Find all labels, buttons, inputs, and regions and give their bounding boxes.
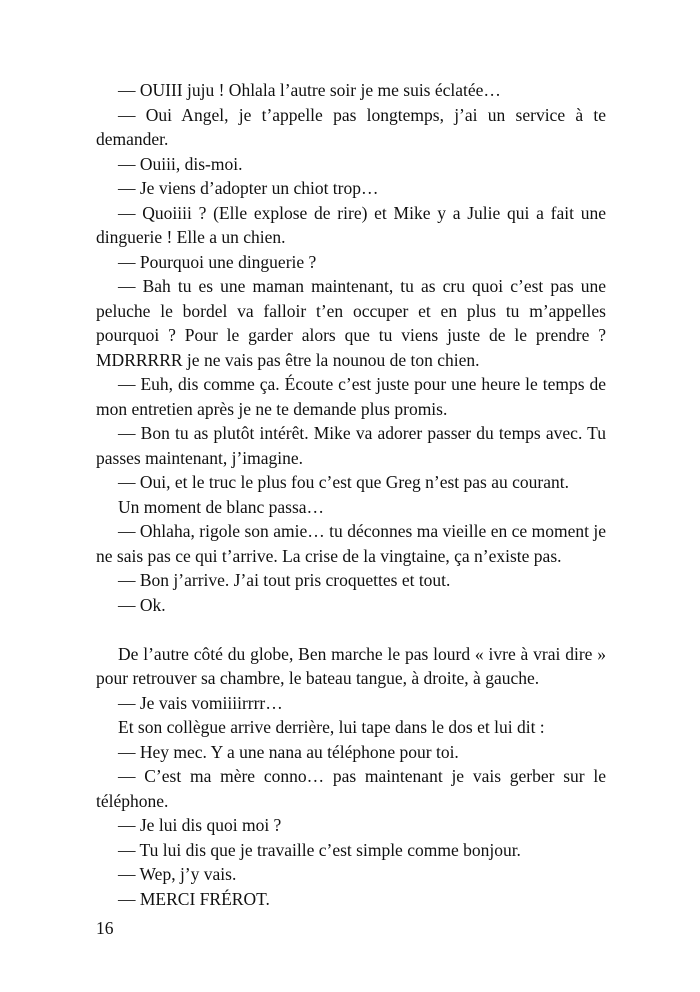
paragraph: — Bon tu as plutôt intérêt. Mike va adorer passer du temps avec. Tu passes maintenant, j’imagine. <box>96 423 606 468</box>
paragraph: — Hey mec. Y a une nana au téléphone pour toi. <box>118 741 459 762</box>
paragraph: Un moment de blanc passa… <box>118 496 325 517</box>
paragraph: — Bah tu es une maman maintenant, tu as cru quoi c’est pas une peluche le bordel va falloir t’en occuper et en plus tu m’appelles pourquoi ? Pour le garder alors que tu viens juste de le prendre ? MDRRRRR je ne vais pas être la nounou de ton chien. <box>96 276 606 370</box>
paragraph: — Pourquoi une dinguerie ? <box>118 251 317 272</box>
paragraph: — MERCI FRÉROT. <box>118 888 270 909</box>
paragraph: — Ok. <box>118 594 166 615</box>
paragraph: — Je lui dis quoi moi ? <box>118 815 282 835</box>
page-number: 16 <box>96 918 114 938</box>
paragraph: — Ouiii, dis-moi. <box>118 153 243 174</box>
paragraph: — OUIII juju ! Ohlala l’autre soir je me suis éclatée… <box>118 80 501 100</box>
paragraph: — C’est ma mère conno… pas maintenant je vais gerber sur le téléphone. <box>96 766 606 811</box>
paragraph: De l’autre côté du globe, Ben marche le pas lourd « ivre à vrai dire » pour retrouver sa chambre, le bateau tangue, à droite, à gauche. <box>96 643 606 688</box>
paragraph: — Oui Angel, je t’appelle pas longtemps, j’ai un service à te demander. <box>96 104 606 149</box>
paragraph: — Quoiiii ? (Elle explose de rire) et Mike y a Julie qui a fait une dinguerie ! Elle a un chien. <box>96 202 606 247</box>
body-text <box>96 78 606 911</box>
paragraph: — Je vais vomiiiirrrr… <box>118 692 283 713</box>
paragraph: — Ohlaha, rigole son amie… tu déconnes ma vieille en ce moment je ne sais pas ce qui t’arrive. La crise de la vingtaine, ça n’existe pas. <box>96 521 606 566</box>
paragraph: — Je viens d’adopter un chiot trop… <box>118 178 379 198</box>
paragraph: — Tu lui dis que je travaille c’est simple comme bonjour. <box>118 839 521 860</box>
paragraph: Et son collègue arrive derrière, lui tape dans le dos et lui dit : <box>118 717 545 737</box>
paragraph: — Wep, j’y vais. <box>118 864 237 884</box>
paragraph: — Euh, dis comme ça. Écoute c’est juste pour une heure le temps de mon entretien après je ne te demande plus promis. <box>96 374 606 419</box>
paragraph: — Oui, et le truc le plus fou c’est que Greg n’est pas au courant. <box>118 472 569 492</box>
paragraph: — Bon j’arrive. J’ai tout pris croquettes et tout. <box>118 570 451 590</box>
